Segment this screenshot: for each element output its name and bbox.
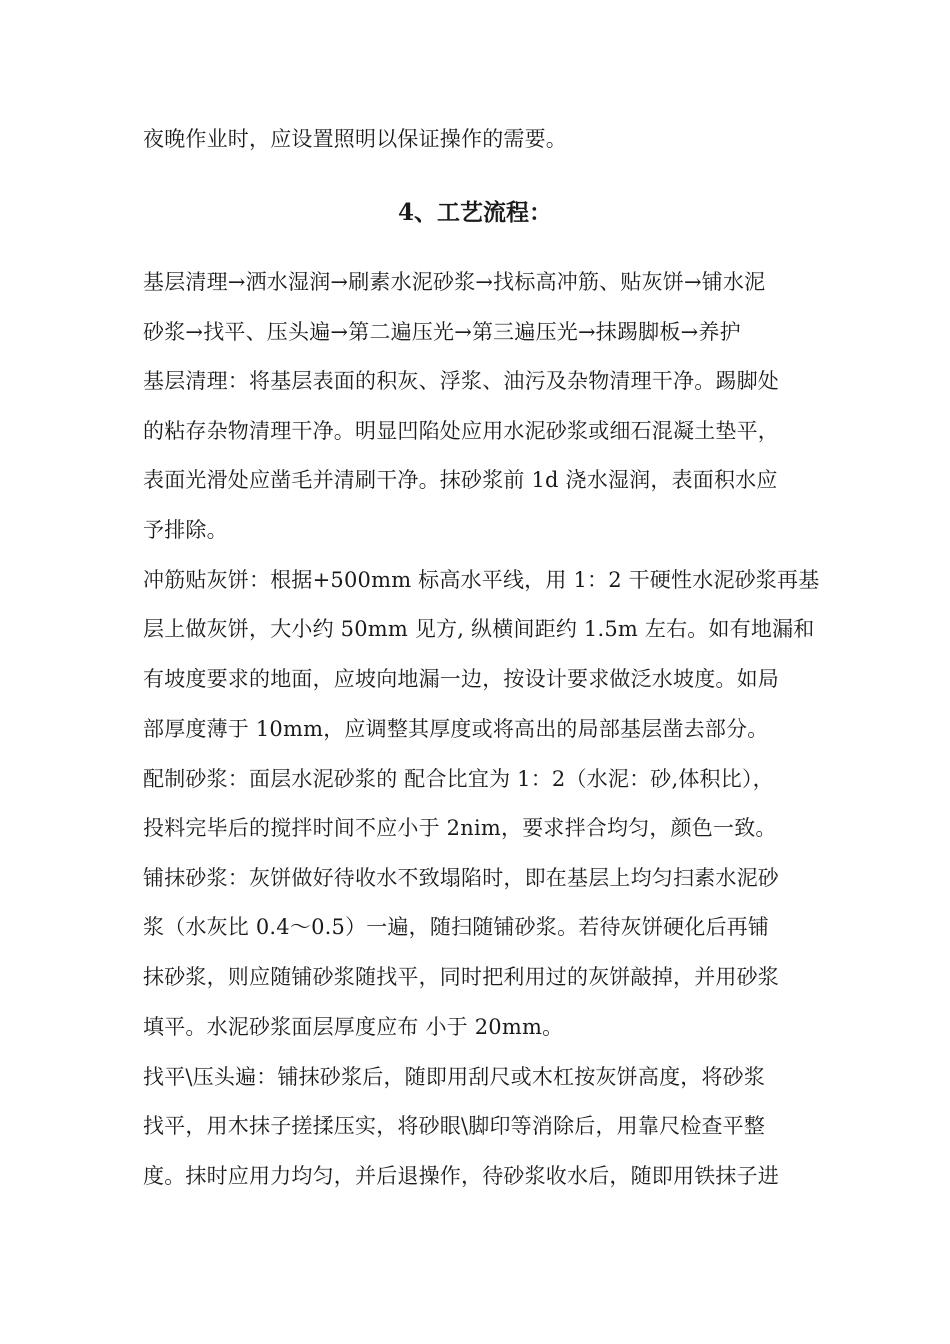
body-line: 予排除。	[143, 518, 228, 542]
body-line: 基层清理：将基层表面的积灰、浮浆、油污及杂物清理干净。踢脚处	[143, 369, 779, 393]
body-line: 层上做灰饼，大小约 50mm 见方, 纵横间距约 1.5m 左右。如有地漏和	[143, 617, 815, 641]
body-line: 表面光滑处应凿毛并清刷干净。抹砂浆前 1d 浇水湿润，表面积水应	[143, 468, 778, 492]
body-line: 抹砂浆，则应随铺砂浆随找平，同时把利用过的灰饼敲掉，并用砂浆	[143, 965, 779, 989]
body-line: 有坡度要求的地面，应坡向地漏一边，按设计要求做泛水坡度。如局	[143, 667, 779, 691]
body-line: 填平。水泥砂浆面层厚度应布 小于 20mm。	[143, 1015, 564, 1039]
body-line: 冲筋贴灰饼：根据+500mm 标高水平线，用 1：2 干硬性水泥砂浆再基	[143, 568, 820, 592]
body-line: 找平，用木抹子搓揉压实，将砂眼\脚印等消除后，用靠尺检查平整	[143, 1114, 766, 1138]
body-line: 铺抹砂浆：灰饼做好待收水不致塌陷时，即在基层上均匀扫素水泥砂	[143, 866, 779, 890]
body-line: 砂浆→找平、压头遍→第二遍压光→第三遍压光→抹踢脚板→养护	[143, 320, 741, 344]
section-heading: 4、工艺流程：	[397, 199, 552, 226]
body-line: 浆（水灰比 0.4～0.5）一遍，随扫随铺砂浆。若待灰饼硬化后再铺	[143, 915, 770, 939]
body-line: 配制砂浆：面层水泥砂浆的 配合比宜为 1：2（水泥：砂,体积比），	[143, 767, 774, 791]
body-line: 部厚度薄于 10mm，应调整其厚度或将高出的局部基层凿去部分。	[143, 717, 769, 741]
body-line: 找平\压头遍：铺抹砂浆后，随即用刮尺或木杠按灰饼高度，将砂浆	[143, 1065, 766, 1089]
body-line: 度。抹时应用力均匀，并后退操作，待砂浆收水后，随即用铁抹子进	[143, 1164, 779, 1188]
body-line: 的粘存杂物清理干净。明显凹陷处应用水泥砂浆或细石混凝土垫平，	[143, 419, 779, 443]
intro-line: 夜晚作业时，应设置照明以保证操作的需要。	[143, 127, 567, 151]
body-line: 基层清理→洒水湿润→刷素水泥砂浆→找标高冲筋、贴灰饼→铺水泥	[143, 270, 766, 294]
body-line: 投料完毕后的搅拌时间不应小于 2nim，要求拌合均匀，颜色一致。	[143, 816, 777, 840]
